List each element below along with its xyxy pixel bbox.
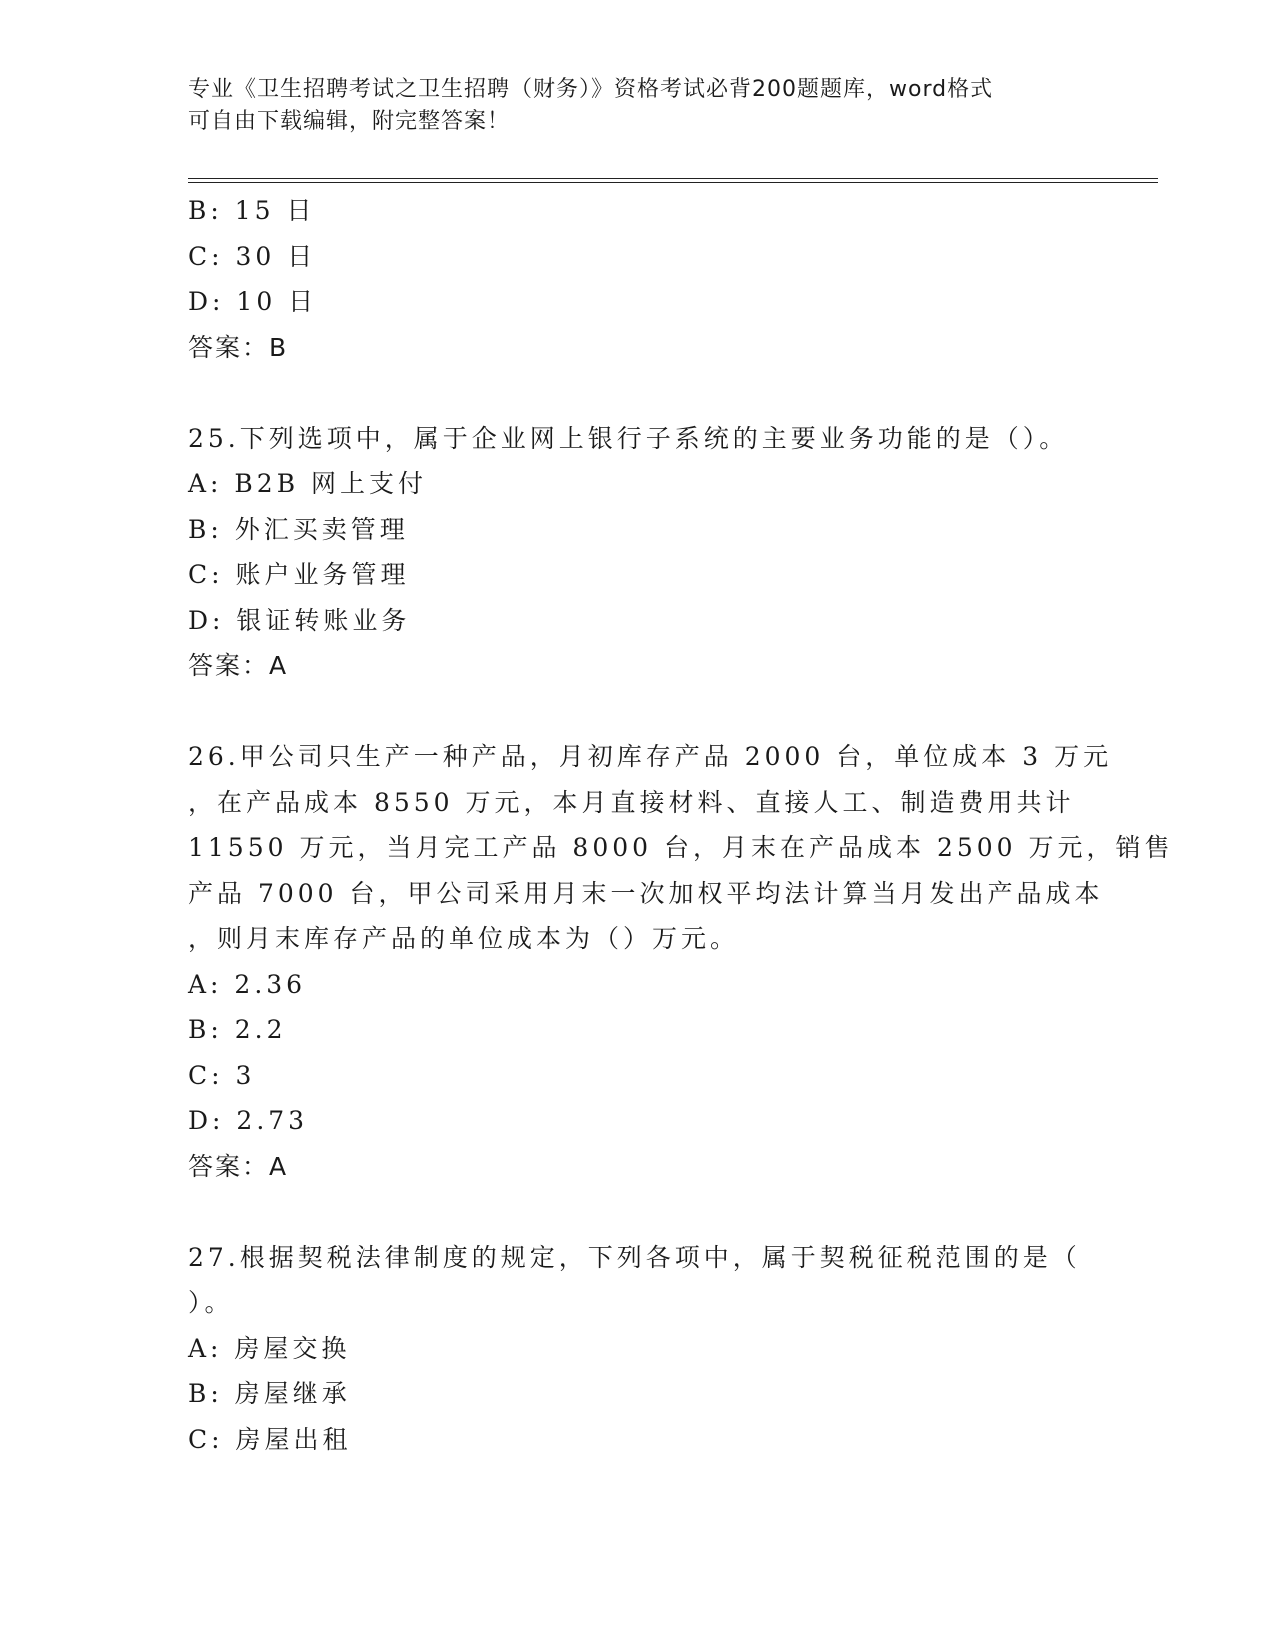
question-stem-line: ）。: [188, 1288, 234, 1317]
spacer: [188, 689, 1088, 735]
header-divider: [188, 178, 1158, 183]
option-a: A: 2.36: [188, 969, 307, 999]
question-stem-line: ，在产品成本 8550 万元，本月直接材料、直接人工、制造费用共计: [188, 787, 1075, 817]
question-24: [188, 188, 1088, 370]
option-a: A: 房屋交换: [188, 1333, 351, 1363]
option-c: C: 30 日: [188, 241, 317, 271]
option-c: C: 3: [188, 1060, 256, 1090]
question-stem-line: 26.甲公司只生产一种产品，月初库存产品 2000 台，单位成本 3 万元: [188, 742, 1113, 771]
spacer: [188, 370, 1088, 416]
option-a: A: B2B 网上支付: [188, 469, 428, 498]
question-stem-line: 11550 万元，当月完工产品 8000 台，月末在产品成本 2500 万元，销售: [188, 833, 1174, 862]
spacer: [188, 1189, 1088, 1235]
answer: 答案：B: [188, 332, 289, 362]
question-27: [188, 1235, 1088, 1463]
option-d: D: 银证转账业务: [188, 605, 411, 635]
header-title-line-2: 可自由下载编辑，附完整答案！: [188, 109, 511, 134]
option-c: C: 账户业务管理: [188, 560, 410, 589]
option-b: B: 房屋继承: [188, 1379, 351, 1408]
option-c: C: 房屋出租: [188, 1424, 352, 1454]
option-d: D: 2.73: [188, 1106, 309, 1135]
answer: 答案：A: [188, 651, 289, 680]
header-title-line-1: 专业《卫生招聘考试之卫生招聘（财务）》资格考试必背200题题库，word格式: [188, 77, 994, 102]
question-stem-line: ，则月末库存产品的单位成本为（）万元。: [188, 924, 740, 953]
question-list: [188, 188, 1174, 1462]
question-stem-line: 27.根据契税法律制度的规定，下列各项中，属于契税征税范围的是（: [188, 1242, 1081, 1272]
question-26: [188, 734, 1174, 1189]
question-25: [188, 416, 1088, 689]
page-header: [188, 74, 1068, 138]
answer: 答案：A: [188, 1151, 289, 1181]
option-b: B: 2.2: [188, 1015, 287, 1044]
option-b: B: 15 日: [188, 196, 316, 225]
option-b: B: 外汇买卖管理: [188, 514, 409, 544]
question-stem: 25.下列选项中，属于企业网上银行子系统的主要业务功能的是（）。: [188, 423, 1069, 453]
option-d: D: 10 日: [188, 287, 318, 316]
question-stem-line: 产品 7000 台，甲公司采用月末一次加权平均法计算当月发出产品成本: [188, 878, 1104, 908]
